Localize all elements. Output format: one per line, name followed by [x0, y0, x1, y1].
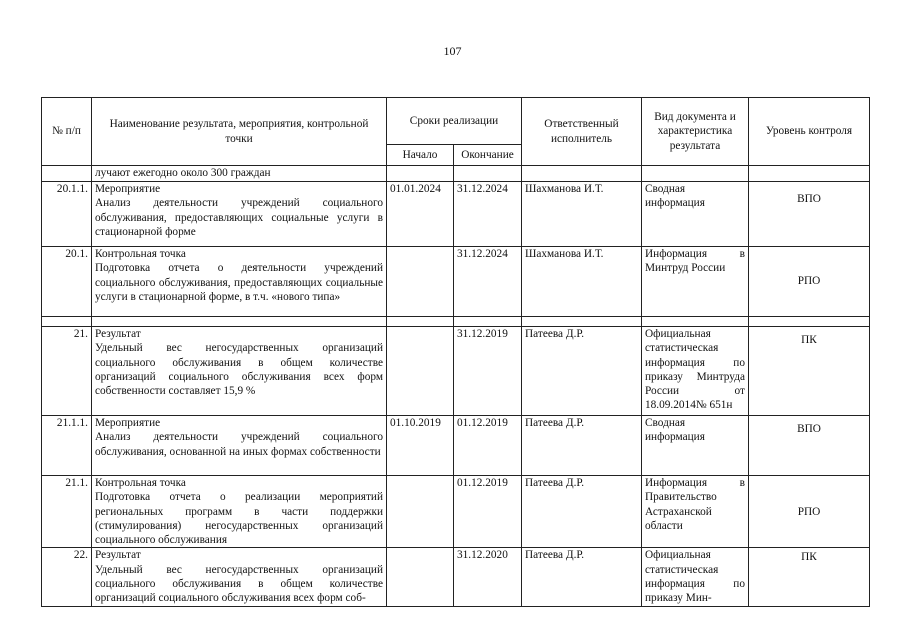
- table-body: [42, 182, 870, 607]
- table-row: [42, 548, 870, 606]
- row-description: Анализ деятельности учреждений социального обслуживания, основанной на иных формах собственности: [95, 431, 383, 458]
- header-level: Уровень контроля: [749, 98, 870, 166]
- row-executor: Патеева Д.Р.: [522, 548, 642, 606]
- table-row: [42, 247, 870, 317]
- row-number: 22.: [42, 548, 92, 606]
- row-name: [92, 416, 387, 476]
- row-name: [92, 548, 387, 606]
- table-row: [42, 416, 870, 476]
- row-start: [387, 476, 454, 548]
- page-number: 107: [443, 44, 462, 58]
- row-description: Удельный вес негосударственных организаций социального обслуживания в общем количестве организаций социального обслуживания всех форм соб-: [95, 563, 383, 605]
- row-executor: Патеева Д.Р.: [522, 416, 642, 476]
- row-start: 01.01.2024: [387, 182, 454, 247]
- plan-table: [41, 97, 870, 607]
- row-executor: Патеева Д.Р.: [522, 327, 642, 416]
- row-level: ВПО: [749, 182, 870, 247]
- row-number: 21.1.: [42, 476, 92, 548]
- row-number: 20.1.: [42, 247, 92, 317]
- header-terms: Сроки реализации: [387, 98, 522, 145]
- row-start: 01.10.2019: [387, 416, 454, 476]
- continuation-text: лучают ежегодно около 300 граждан: [92, 166, 387, 182]
- row-description: Удельный вес негосударственных организаций социального обслуживания в общем количестве организаций социального обслуживания всех форм собственности составляет 15,9 %: [95, 342, 383, 398]
- header-start: Начало: [387, 145, 454, 166]
- row-type: Мероприятие: [95, 417, 161, 429]
- row-end: 01.12.2019: [454, 476, 522, 548]
- header-doc: Вид документа и характеристика результата: [642, 98, 749, 166]
- row-executor: Патеева Д.Р.: [522, 476, 642, 548]
- row-executor: Шахманова И.Т.: [522, 182, 642, 247]
- row-document: Официальная статистическая информация по приказу Минтруда России от 18.09.2014№ 651н: [642, 327, 749, 416]
- row-end: 31.12.2020: [454, 548, 522, 606]
- row-name: [92, 327, 387, 416]
- row-end: 31.12.2024: [454, 182, 522, 247]
- table-row: [42, 476, 870, 548]
- row-level: ВПО: [749, 416, 870, 476]
- row-name: [92, 476, 387, 548]
- row-name: [92, 247, 387, 317]
- header-name: Наименование результата, мероприятия, контрольной точки: [92, 98, 387, 166]
- table-row: [42, 182, 870, 247]
- row-start: [387, 247, 454, 317]
- row-description: Анализ деятельности учреждений социального обслуживания, предоставляющих социальные услуги в стационарной форме: [95, 197, 383, 238]
- row-type: Результат: [95, 328, 141, 340]
- row-executor: Шахманова И.Т.: [522, 247, 642, 317]
- header-executor: Ответственный исполнитель: [522, 98, 642, 166]
- row-document: Информация в Правительство Астраханской области: [642, 476, 749, 548]
- header-end: Окончание: [454, 145, 522, 166]
- row-document: Сводная информация: [642, 416, 749, 476]
- row-type: Контрольная точка: [95, 477, 186, 489]
- row-end: 01.12.2019: [454, 416, 522, 476]
- row-type: Результат: [95, 549, 141, 562]
- spacer-row: [42, 317, 870, 327]
- row-type: Мероприятие: [95, 183, 161, 195]
- row-document: Официальная статистическая информация по приказу Мин-: [642, 548, 749, 606]
- row-level: ПК: [749, 548, 870, 606]
- row-description: Подготовка отчета о деятельности учреждений социального обслуживания, предоставляющих социальные услуги в стационарной форме, в т.ч. «нового типа»: [95, 262, 383, 303]
- header-row: [42, 98, 870, 145]
- row-level: РПО: [749, 476, 870, 548]
- row-number: 21.1.1.: [42, 416, 92, 476]
- row-end: 31.12.2024: [454, 247, 522, 317]
- continuation-row: [42, 166, 870, 182]
- row-level: РПО: [749, 247, 870, 317]
- row-type: Контрольная точка: [95, 248, 186, 260]
- row-start: [387, 548, 454, 606]
- row-start: [387, 327, 454, 416]
- row-name: [92, 182, 387, 247]
- row-document: Сводная информация: [642, 182, 749, 247]
- header-num: № п/п: [42, 98, 92, 166]
- row-document: Информация в Минтруд России: [642, 247, 749, 317]
- row-end: 31.12.2019: [454, 327, 522, 416]
- row-level: ПК: [749, 327, 870, 416]
- table-row: [42, 327, 870, 416]
- row-description: Подготовка отчета о реализации мероприятий региональных программ в части поддержки (стимулирования) негосударственных организаций социального обслуживания: [95, 491, 383, 547]
- row-number: 21.: [42, 327, 92, 416]
- row-number: 20.1.1.: [42, 182, 92, 247]
